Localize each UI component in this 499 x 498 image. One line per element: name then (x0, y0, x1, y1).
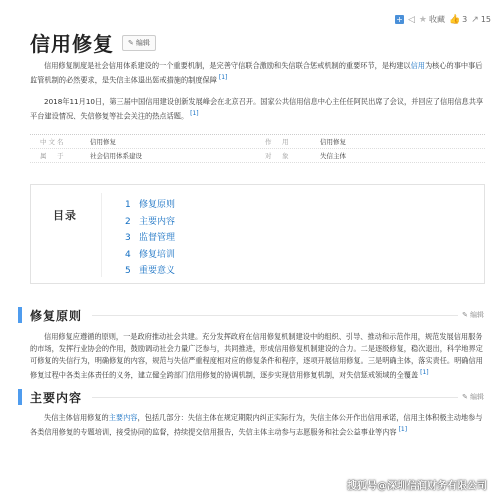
toc-item-label: 修复培训 (139, 249, 176, 260)
section-divider (92, 397, 458, 398)
info-value: 社会信用体系建设 (90, 152, 142, 160)
toc-divider (101, 193, 102, 277)
toc-item-label: 监督管理 (139, 233, 176, 243)
favorite-label: 收藏 (428, 15, 445, 24)
intro-paragraph-2 (30, 96, 485, 122)
section-accent-bar (18, 389, 22, 405)
add-button[interactable] (395, 15, 404, 24)
pencil-icon: ✎ (462, 393, 468, 401)
reference-4[interactable]: [1] (398, 426, 408, 433)
section-body-main-content (30, 412, 485, 438)
section-body-repair-principles (30, 331, 485, 381)
section-accent-bar (18, 307, 22, 323)
edit-label: 编辑 (135, 38, 150, 47)
intro-paragraph-1 (30, 60, 485, 86)
edit-button[interactable] (122, 35, 156, 51)
section-edit-button[interactable] (462, 310, 484, 320)
toc-item[interactable] (125, 247, 175, 264)
toc-item-number: 3 (125, 233, 131, 243)
section-divider (92, 315, 458, 316)
toc-item[interactable] (125, 230, 175, 247)
section-header-repair-principles (18, 306, 484, 324)
toc-item[interactable] (125, 214, 175, 231)
section-edit-label: 编辑 (470, 311, 484, 319)
section-edit-label: 编辑 (470, 393, 484, 401)
basic-info-table (30, 134, 485, 163)
share-count: 15 (480, 15, 491, 24)
toc-item[interactable] (125, 197, 175, 214)
info-value: 信用修复 (320, 138, 346, 146)
share-out-icon: ↗ (471, 14, 479, 25)
share-icon: ◁ (407, 14, 415, 25)
reference-2[interactable]: [1] (190, 110, 199, 117)
toc-item-label: 修复原则 (139, 200, 176, 210)
info-row (30, 135, 485, 149)
reference-1[interactable]: [1] (218, 74, 228, 81)
toc-item-number: 5 (125, 266, 131, 276)
watermark: 搜狐号@深圳信润财务有限公司 (347, 481, 487, 492)
title-row (30, 28, 156, 57)
toc-item-label: 主要内容 (139, 216, 176, 227)
toc-item-number: 2 (125, 216, 131, 227)
section-title: 修复原则 (30, 308, 83, 323)
info-row (30, 149, 485, 163)
section-body-text: 信用修复应遵循的原则，一是政府推动社会共建。充分发挥政府在信用修复机制建设中的组织、引导、推动和示范作用，规范发展信用服务的市场，发挥行业协会的作用，鼓励调动社会力量广泛参与，共同推进，形成信用修复机制建设的合力。二是逐级修复，稳次退出，科学地界定可修复的失信行为，明确修复的内容，规范与失信严重程度相对应的修复条件和程序，逐项开展信用修复。三是明确主体，落实责任。明确信用修复过程中各类主体责任的义务，建立健全跨部门信用修复的协调机制，逐步实现信用修复机制，对失信惩戒领域的全覆盖 (30, 332, 483, 380)
intro-text-a: 信用修复制度是社会信用体系建设的一个重要机制，是完善守信联合激励和失信联合惩戒机制的重要环节，是构建以 (44, 61, 411, 70)
share-count-button[interactable] (471, 15, 491, 25)
pencil-icon: ✎ (462, 311, 468, 319)
page-title: 信用修复 (30, 32, 114, 56)
section-edit-button[interactable] (462, 392, 484, 402)
toc-item-label: 重要意义 (139, 266, 176, 276)
favorite-button[interactable] (419, 14, 445, 25)
toc-item-number: 4 (125, 249, 131, 260)
star-icon: ★ (418, 14, 427, 25)
section-header-main-content (18, 388, 484, 406)
toc-item[interactable] (125, 263, 175, 280)
info-key: 对 象 (265, 152, 291, 160)
plus-icon: + (396, 15, 403, 24)
info-value: 信用修复 (90, 138, 116, 146)
section-body-text-b: ，包括几部分：失信主体在规定期限内纠正实际行为，失信主体公开作出信用承诺，信用主体积极主动地参与各类信用修复的专题培训，接受协同的监督，持续提交信用报告，失信主体主动参与志愿服务和社会公益事业等内容 (30, 413, 483, 437)
table-of-contents (30, 184, 485, 284)
info-key: 属 于 (40, 152, 66, 160)
toc-item-number: 1 (125, 200, 131, 210)
intro-text-b: 为核心的事中事后监管机制的必然要求，是失信主体退出惩戒措施的制度保障 (30, 61, 483, 85)
credit-link[interactable]: 信用 (410, 61, 425, 70)
main-content-link[interactable]: 主要内容 (108, 413, 138, 422)
section-body-text-a: 失信主体信用修复的 (44, 413, 109, 422)
toc-list (125, 197, 175, 280)
thumbs-up-icon: 👍 (448, 14, 461, 25)
like-button[interactable] (449, 15, 467, 25)
article-toolbar (395, 14, 491, 25)
like-count: 3 (462, 15, 468, 24)
info-key: 作 用 (265, 138, 291, 146)
share-button[interactable] (408, 15, 415, 25)
section-title: 主要内容 (30, 390, 83, 405)
toc-label: 目录 (53, 209, 77, 222)
info-key: 中文名 (40, 138, 66, 146)
reference-3[interactable]: [1] (420, 369, 429, 376)
intro-text-2: 2018年11月10日，第三届中国信用建设创新发展峰会在北京召开。国家公共信用信息中心主任任阿民出席了会议，并回应了信用信息共享平台建设情况、失信修复等社会关注的热点话题。 (30, 97, 484, 121)
info-value: 失信主体 (320, 152, 346, 160)
pencil-icon: ✎ (128, 38, 134, 47)
